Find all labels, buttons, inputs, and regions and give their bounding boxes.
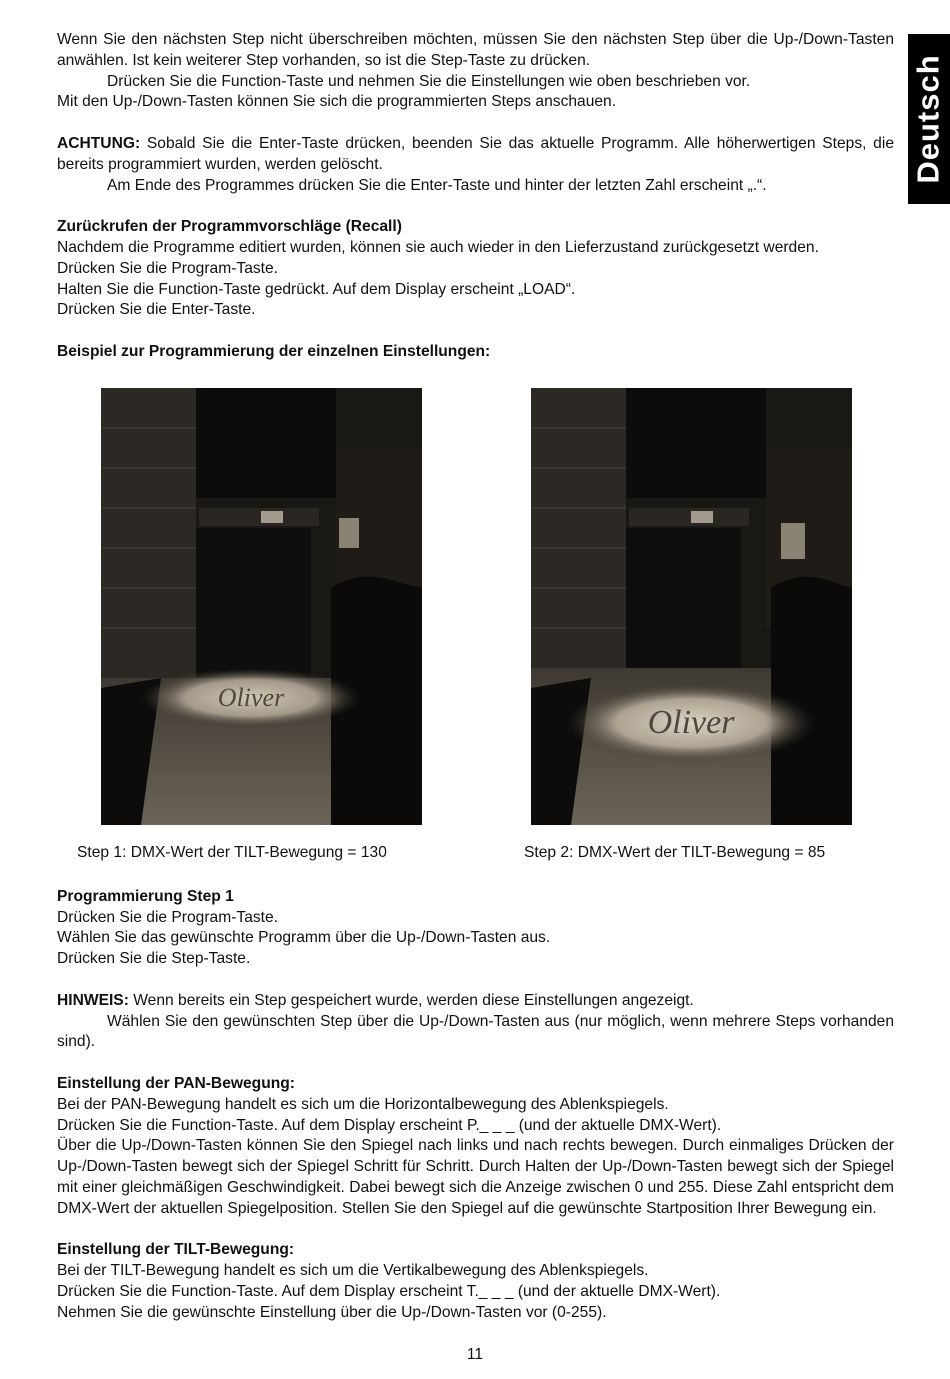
text-line: Nachdem die Programme editiert wurden, können sie auch wieder in den Lieferzustand zurückgesetzt werden.: [57, 238, 819, 256]
text-line: Drücken Sie die Enter-Taste.: [57, 301, 256, 319]
photo-step-1: [101, 388, 422, 825]
page-number: 11: [466, 1346, 484, 1363]
text-line: Drücken Sie die Function-Taste. Auf dem Display erscheint T._ _ _ (und der aktuelle DMX-Wert).: [57, 1282, 721, 1300]
text-line: Bei der PAN-Bewegung handelt es sich um die Horizontalbewegung des Ablenkspiegels.: [57, 1095, 669, 1113]
language-tab-label: Deutsch: [911, 54, 946, 184]
example-photos: [57, 377, 894, 887]
text-line: Bei der TILT-Bewegung handelt es sich um die Vertikalbewegung des Ablenkspiegels.: [57, 1262, 649, 1280]
note-label: HINWEIS:: [57, 991, 129, 1009]
text-line: Halten Sie die Function-Taste gedrückt. Auf dem Display erscheint „LOAD“.: [57, 280, 576, 298]
paragraph: Über die Up-/Down-Tasten können Sie den Spiegel nach links und nach rechts bewegen. Durch einmaliges Drücken der Up-/Down-Tasten bewegt sich der Spiegel Schritt für Schritt. Durch Halten der Up-/Down-Tasten bewegt sich der Spiegel mit einer gleichmäßigen Geschwindigkeit. Dabei bewegt sich die Anzeige zwischen 0 und 255. Diese Zahl entspricht dem DMX-Wert der aktuellen Spiegelposition. Stellen Sie den Spiegel auf die gewünschte Startposition Ihrer Bewegung ein.: [57, 1137, 894, 1217]
text-line: Drücken Sie die Step-Taste.: [57, 950, 251, 968]
paragraph: Drücken Sie die Function-Taste und nehmen Sie die Einstellungen wie oben beschrieben vor.: [107, 72, 751, 90]
text-line: Drücken Sie die Function-Taste. Auf dem Display erscheint P._ _ _ (und der aktuelle DMX-Wert).: [57, 1116, 722, 1134]
paragraph: Mit den Up-/Down-Tasten können Sie sich die programmierten Steps anschauen.: [57, 93, 617, 111]
text-line: Wählen Sie das gewünschte Programm über die Up-/Down-Tasten aus.: [57, 929, 551, 947]
photo-caption-step-2: Step 2: DMX-Wert der TILT-Bewegung = 85: [524, 843, 826, 861]
paragraph: Wenn Sie den nächsten Step nicht überschreiben möchten, müssen Sie den nächsten Step über die Up-/Down-Tasten anwählen. Ist kein weiterer Step vorhanden, so ist die Step-Taste zu drücken.: [57, 31, 894, 69]
text-line: Drücken Sie die Program-Taste.: [57, 908, 278, 926]
section-heading-pan: Einstellung der PAN-Bewegung:: [57, 1074, 295, 1092]
warning-text: Sobald Sie die Enter-Taste drücken, beenden Sie das aktuelle Programm. Alle höherwertigen Steps, die bereits programmiert wurden, werden gelöscht.: [57, 134, 894, 173]
section-heading-recall: Zurückrufen der Programmvorschläge (Recall): [57, 218, 402, 236]
language-tab: [908, 34, 950, 204]
text-line: Drücken Sie die Program-Taste.: [57, 259, 278, 277]
note-paragraph: [57, 991, 894, 1012]
paragraph: Wählen Sie den gewünschten Step über die Up-/Down-Tasten aus (nur möglich, wenn mehrere Steps vorhanden sind).: [57, 1012, 894, 1051]
section-heading-tilt: Einstellung der TILT-Bewegung:: [57, 1241, 295, 1259]
warning-paragraph: [57, 134, 894, 176]
gobo-projection-text: Oliver: [647, 703, 735, 741]
section-heading-example: Beispiel zur Programmierung der einzelnen Einstellungen:: [57, 342, 491, 360]
text-line: Nehmen Sie die gewünschte Einstellung über die Up-/Down-Tasten vor (0-255).: [57, 1303, 607, 1321]
section-heading-step1: Programmierung Step 1: [57, 887, 234, 905]
gobo-projection-text: Oliver: [217, 682, 285, 712]
photo-caption-step-1: Step 1: DMX-Wert der TILT-Bewegung = 130: [77, 843, 387, 861]
paragraph: Am Ende des Programmes drücken Sie die Enter-Taste und hinter der letzten Zahl erscheint „.“.: [107, 176, 767, 194]
note-text: Wenn bereits ein Step gespeichert wurde, werden diese Einstellungen angezeigt.: [128, 991, 694, 1009]
page-body: [57, 30, 894, 1323]
warning-label: ACHTUNG:: [57, 134, 141, 152]
photo-step-2: [531, 388, 852, 825]
